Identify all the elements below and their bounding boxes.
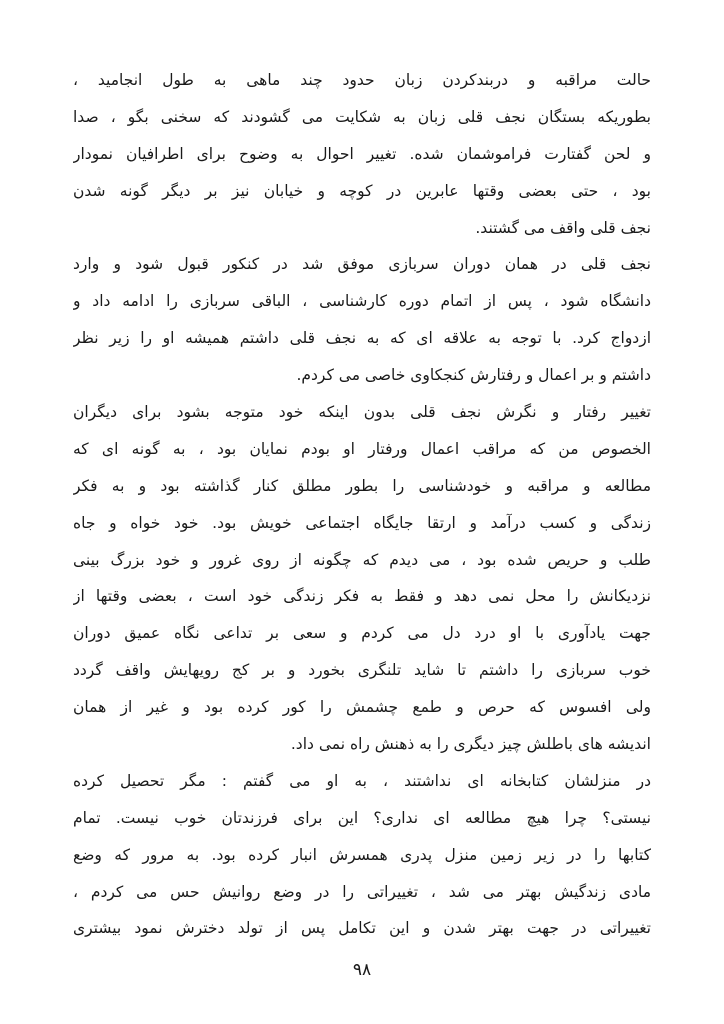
text-line: نزدیکانش را محل نمی دهد و فقط به فکر زندگی خود است ، بعضی وقتها از [73,587,651,606]
text-line: و لحن گفتارت فراموشمان شده. تغییر احوال به وضوح برای اطرافیان نمودار [73,144,651,163]
page-number: ۹۸ [352,960,372,980]
text-line: اندیشه های باطلش چیز دیگری را به ذهنش راه نمی داد. [290,735,651,754]
text-line: مادی زندگیش بهتر می شد ، تغییراتی را در وضع روانیش حس می کردم ، [73,882,651,901]
text-line: ازدواج کرد. با توجه به علاقه ای که به نجف قلی داشتم همیشه او را زیر نظر [73,329,651,348]
text-line: طلب و حریص شده بود ، می دیدم که چگونه از روی غرور و خود بزرگ بینی [73,550,651,569]
text-line: مطالعه و مراقبه و خودشناسی را بطور مطلق کنار گذاشته بود و به فکر [73,476,651,495]
text-line: الخصوص من که مراقب اعمال ورفتار او بودم نمایان بود ، به گونه ای که [73,439,651,458]
text-line: جهت یادآوری با او درد دل می کردم و سعی بر تداعی نگاه عمیق دوران [73,624,651,643]
text-line: کتابها را در زیر زمین منزل پدری همسرش انبار کرده بود. به مرور که وضع [73,845,651,864]
text-line: داشتم و بر اعمال و رفتارش کنجکاوی خاصی می کردم. [296,366,651,385]
text-line: زندگی و کسب درآمد و ارتقا جایگاه اجتماعی خویش بود. خود خواه و جاه [73,513,651,532]
text-line: ولی افسوس که حرص و طمع چشمش را کور کرده بود و غیر از همان [73,698,651,717]
text-line: نجف قلی واقف می گشتند. [475,218,651,237]
text-line: نجف قلی در همان دوران سربازی موفق شد در کنکور قبول شود و وارد [73,255,651,274]
text-line: تغییراتی در جهت بهتر شدن و این تکامل پس از تولد دخترش نمود بیشتری [73,919,651,938]
text-line: تغییر رفتار و نگرش نجف قلی بدون اینکه خود متوجه بشود برای دیگران [73,403,651,422]
text-line: دانشگاه شود ، پس از اتمام دوره کارشناسی ، الباقی سربازی را ادامه داد و [73,292,651,311]
text-line: حالت مراقبه و دربندکردن زبان حدود چند ماهی به طول انجامید ، [73,71,651,89]
text-line: در منزلشان کتابخانه ای نداشتند ، به او می گفتم : مگر تحصیل کرده [73,771,651,790]
text-line: نیستی؟ چرا هیچ مطالعه ای نداری؟ این برای فرزندتان خوب نیست. تمام [73,808,651,827]
text-line: بود ، حتی بعضی وقتها عابرین در کوچه و خیابان نیز بر دیگر گونه شدن [73,181,651,200]
text-line: خوب سربازی را داشتم تا شاید تلنگری بخورد و بر کج رویهایش واقف گردد [73,661,651,680]
text-line: بطوریکه بستگان نجف قلی زبان به شکایت می گشودند که سخنی بگو ، صدا [73,107,651,126]
page-body [73,62,651,947]
